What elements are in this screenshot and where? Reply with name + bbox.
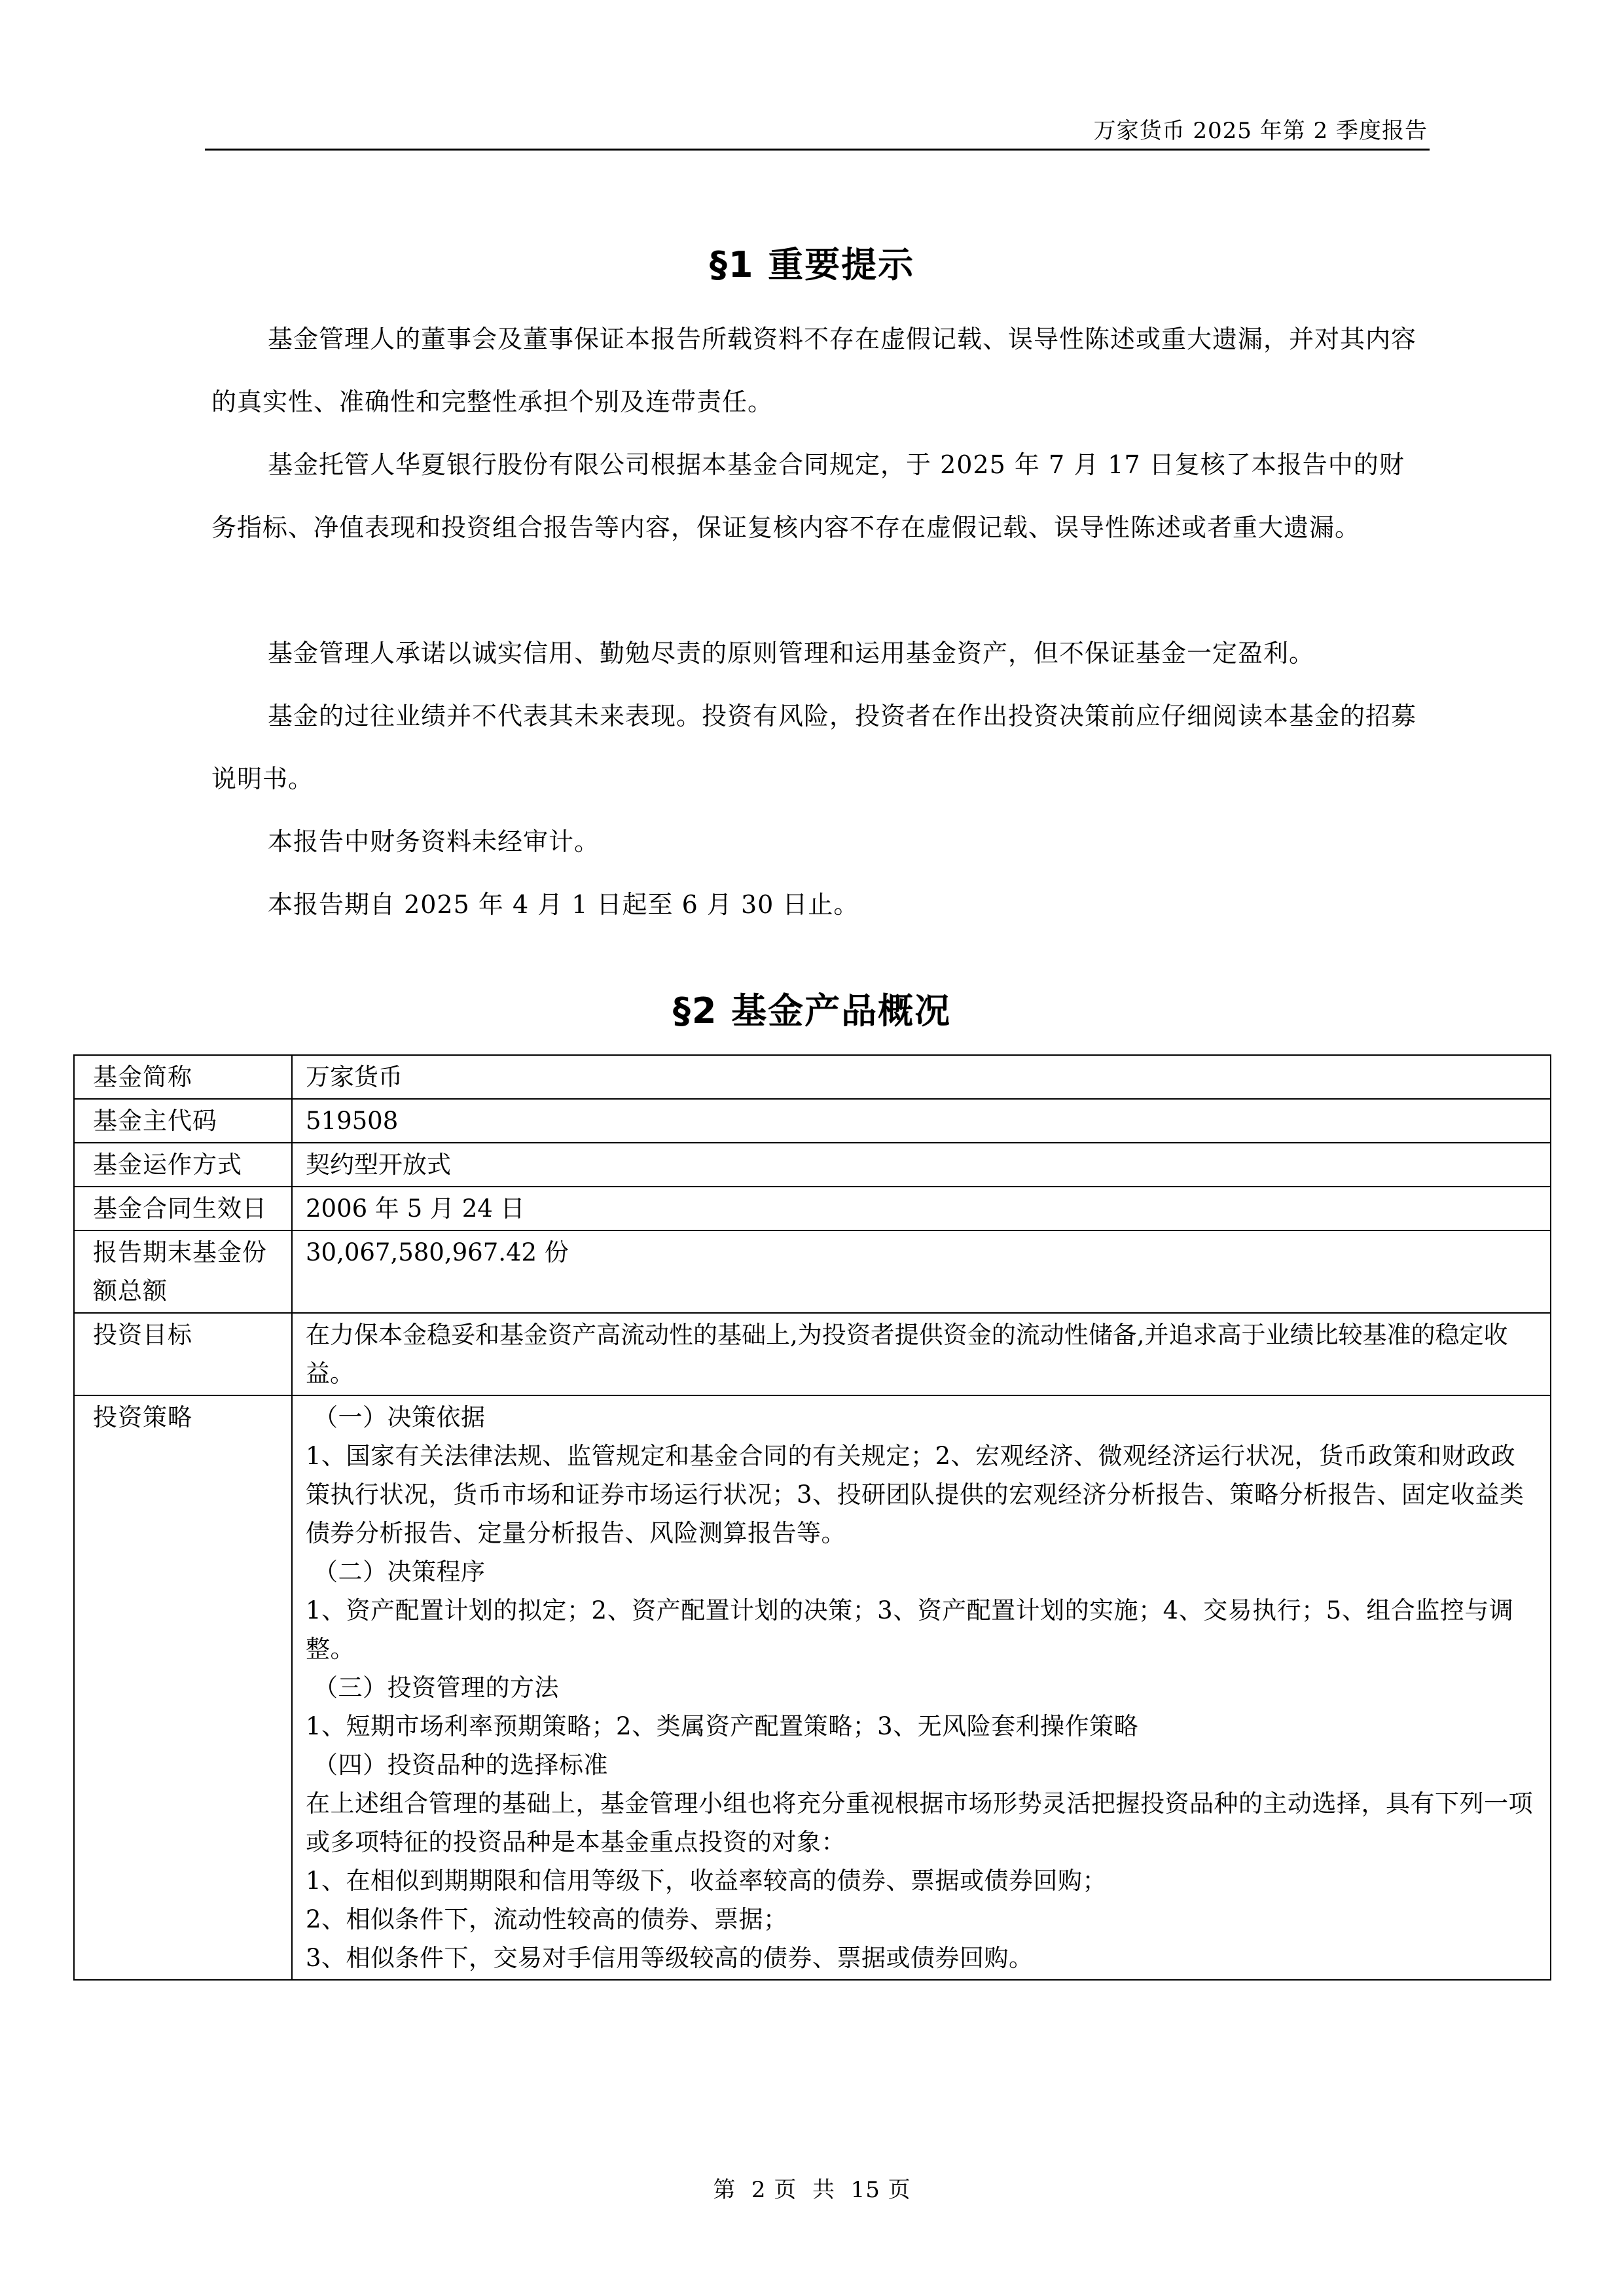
- strategy-text: 1、短期市场利率预期策略；2、类属资产配置策略；3、无风险套利操作策略: [306, 1712, 1139, 1740]
- row-label: 基金运作方式: [74, 1143, 292, 1187]
- row-value: 2006 年 5 月 24 日: [292, 1187, 1551, 1230]
- row-value: 万家货币: [292, 1055, 1551, 1099]
- row-label: 基金合同生效日: [74, 1187, 292, 1230]
- row-value: 519508: [292, 1099, 1551, 1143]
- strategy-text: 2、相似条件下，流动性较高的债券、票据；: [306, 1905, 788, 1933]
- strategy-text: 在上述组合管理的基础上，基金管理小组也将充分重视根据市场形势灵活把握投资品种的主动选择，具有下列一项或多项特征的投资品种是本基金重点投资的对象：: [306, 1789, 1533, 1856]
- section1-title: §1 重要提示: [709, 244, 915, 285]
- strategy-heading: （三）投资管理的方法: [314, 1674, 559, 1702]
- fund-overview-table: [73, 1054, 1551, 1981]
- strategy-text: 3、相似条件下，交易对手信用等级较高的债券、票据或债券回购。: [306, 1944, 1034, 1972]
- strategy-text: 1、资产配置计划的拟定；2、资产配置计划的决策；3、资产配置计划的实施；4、交易执行；5、组合监控与调整。: [306, 1596, 1514, 1663]
- table-row: [74, 1099, 1551, 1143]
- table-row: [74, 1187, 1551, 1230]
- notice-paragraph: 基金管理人的董事会及董事保证本报告所载资料不存在虚假记载、误导性陈述或重大遗漏，并对其内容的真实性、准确性和完整性承担个别及连带责任。: [211, 325, 1417, 416]
- strategy-heading: （一）决策依据: [314, 1403, 486, 1431]
- notice-paragraph: 基金托管人华夏银行股份有限公司根据本基金合同规定，于 2025 年 7 月 17 日复核了本报告中的财务指标、净值表现和投资组合报告等内容，保证复核内容不存在虚假记载、误导性陈述或者重大遗漏。: [211, 450, 1405, 542]
- section2-title: §2 基金产品概况: [672, 990, 952, 1031]
- strategy-text: 1、国家有关法律法规、监管规定和基金合同的有关规定；2、宏观经济、微观经济运行状况，货币政策和财政政策执行状况，货币市场和证券市场运行状况；3、投研团队提供的宏观经济分析报告、策略分析报告、固定收益类债券分析报告、定量分析报告、风险测算报告等。: [306, 1442, 1525, 1547]
- strategy-content: [292, 1395, 1551, 1980]
- notice-paragraph: 本报告中财务资料未经审计。: [268, 827, 600, 856]
- table-row: [74, 1143, 1551, 1187]
- table-row: [74, 1055, 1551, 1099]
- notice-paragraph: 本报告期自 2025 年 4 月 1 日起至 6 月 30 日止。: [268, 890, 859, 919]
- table-row: [74, 1230, 1551, 1313]
- row-label: 基金主代码: [74, 1099, 292, 1143]
- row-value: 30,067,580,967.42 份: [292, 1230, 1551, 1313]
- strategy-text: 1、在相似到期期限和信用等级下，收益率较高的债券、票据或债券回购；: [306, 1867, 1108, 1895]
- strategy-heading: （二）决策程序: [314, 1558, 486, 1586]
- report-header-title: 万家货币 2025 年第 2 季度报告: [1093, 118, 1428, 144]
- row-label: 投资策略: [74, 1395, 292, 1980]
- page-indicator: 第 2 页 共 15 页: [713, 2177, 911, 2203]
- row-value: 在力保本金稳妥和基金资产高流动性的基础上,为投资者提供资金的流动性储备,并追求高于业绩比较基准的稳定收益。: [292, 1313, 1551, 1395]
- header-divider: [205, 149, 1430, 151]
- row-label: 基金简称: [74, 1055, 292, 1099]
- row-label: 投资目标: [74, 1313, 292, 1395]
- row-label: 报告期末基金份额总额: [74, 1230, 292, 1313]
- row-value: 契约型开放式: [292, 1143, 1551, 1187]
- table-row: [74, 1395, 1551, 1980]
- strategy-heading: （四）投资品种的选择标准: [314, 1751, 608, 1779]
- notice-paragraph: 基金管理人承诺以诚实信用、勤勉尽责的原则管理和运用基金资产，但不保证基金一定盈利。: [268, 639, 1315, 668]
- table-row: [74, 1313, 1551, 1395]
- notice-paragraph: 基金的过往业绩并不代表其未来表现。投资有风险，投资者在作出投资决策前应仔细阅读本基金的招募说明书。: [211, 702, 1417, 793]
